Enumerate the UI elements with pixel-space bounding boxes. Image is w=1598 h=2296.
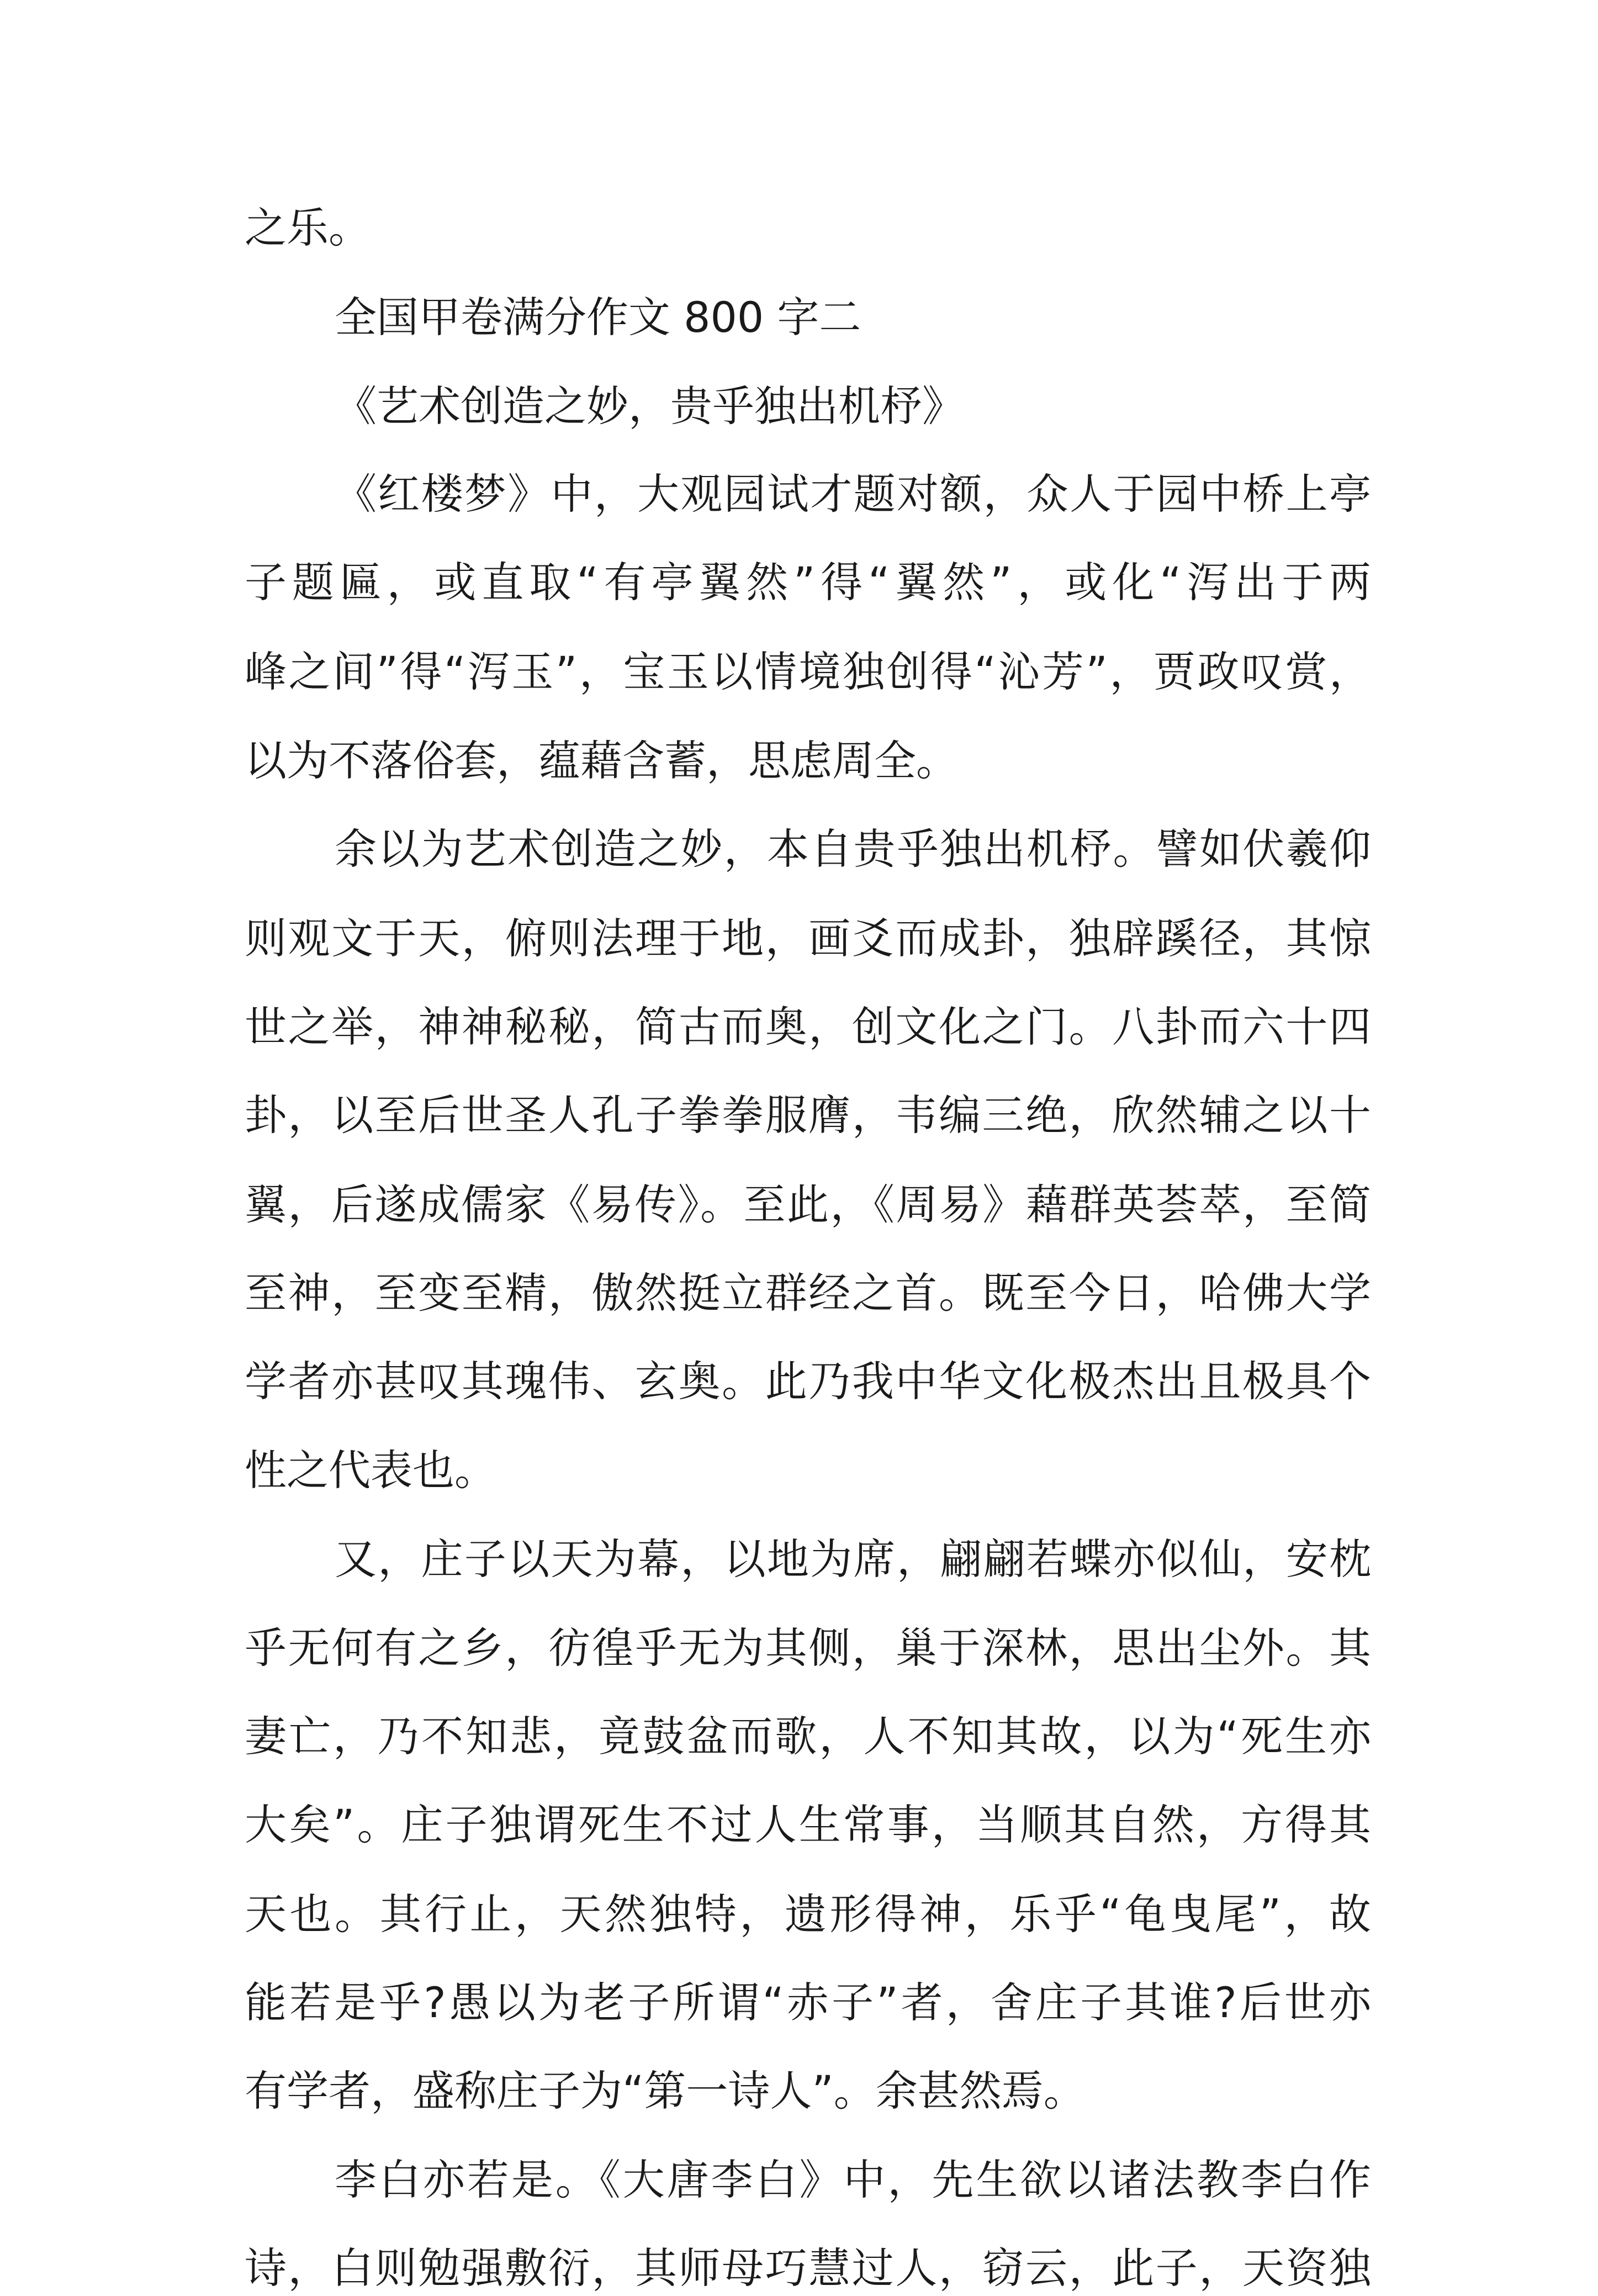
paragraph-line: 翼，后遂成儒家《易传》。至此，《周易》藉群英荟萃，至简	[245, 1180, 1371, 1229]
paragraph-line: 妻亡，乃不知悲，竟鼓盆而歌，人不知其故，以为“死生亦	[245, 1712, 1371, 1761]
paragraph-line: 《红楼梦》中，大观园试才题对额，众人于园中桥上亭	[335, 469, 1371, 519]
paragraph-line: 天也。其行止，天然独特，遗形得神，乐乎“龟曳尾”，故	[245, 1890, 1371, 1939]
paragraph-line: 峰之间”得“泻玉”，宝玉以情境独创得“沁芳”，贾政叹赏，	[245, 647, 1371, 696]
paragraph-line: 李白亦若是。《大唐李白》中，先生欲以诸法教李白作	[335, 2155, 1371, 2204]
text-line: 之乐。	[245, 203, 371, 252]
paragraph-line: 大矣”。庄子独谓死生不过人生常事，当顺其自然，方得其	[245, 1800, 1371, 1849]
paragraph-line: 能若是乎?愚以为老子所谓“赤子”者，舍庄子其谁?后世亦	[245, 1978, 1371, 2027]
paragraph-line: 有学者，盛称庄子为“第一诗人”。余甚然焉。	[245, 2066, 1086, 2115]
paragraph-line: 学者亦甚叹其瑰伟、玄奥。此乃我中华文化极杰出且极具个	[245, 1357, 1371, 1406]
paragraph-line: 卦，以至后世圣人孔子拳拳服膺，韦编三绝，欣然辅之以十	[245, 1091, 1371, 1140]
paragraph-line: 诗，白则勉强敷衍，其师母巧慧过人，窃云，此子，天资独	[245, 2244, 1371, 2293]
paragraph-line: 则观文于天，俯则法理于地，画爻而成卦，独辟蹊径，其惊	[245, 914, 1371, 963]
paragraph-line: 子题匾，或直取“有亭翼然”得“翼然”，或化“泻出于两	[245, 558, 1371, 607]
paragraph-line: 至神，至变至精，傲然挺立群经之首。既至今日，哈佛大学	[245, 1268, 1371, 1318]
paragraph-line: 余以为艺术创造之妙，本自贵乎独出机杼。譬如伏羲仰	[335, 824, 1371, 874]
paragraph-line: 世之举，神神秘秘，简古而奥，创文化之门。八卦而六十四	[245, 1002, 1371, 1051]
section-heading: 全国甲卷满分作文 800 字二	[335, 293, 861, 342]
essay-title: 《艺术创造之妙，贵乎独出机杼》	[335, 382, 964, 431]
paragraph-line: 乎无何有之乡，彷徨乎无为其侧，巢于深林，思出尘外。其	[245, 1623, 1371, 1673]
paragraph-line: 以为不落俗套，蕴藉含蓄，思虑周全。	[245, 736, 958, 785]
paragraph-line: 性之代表也。	[245, 1446, 496, 1495]
paragraph-line: 又，庄子以天为幕，以地为席，翩翩若蝶亦似仙，安枕	[335, 1535, 1371, 1584]
